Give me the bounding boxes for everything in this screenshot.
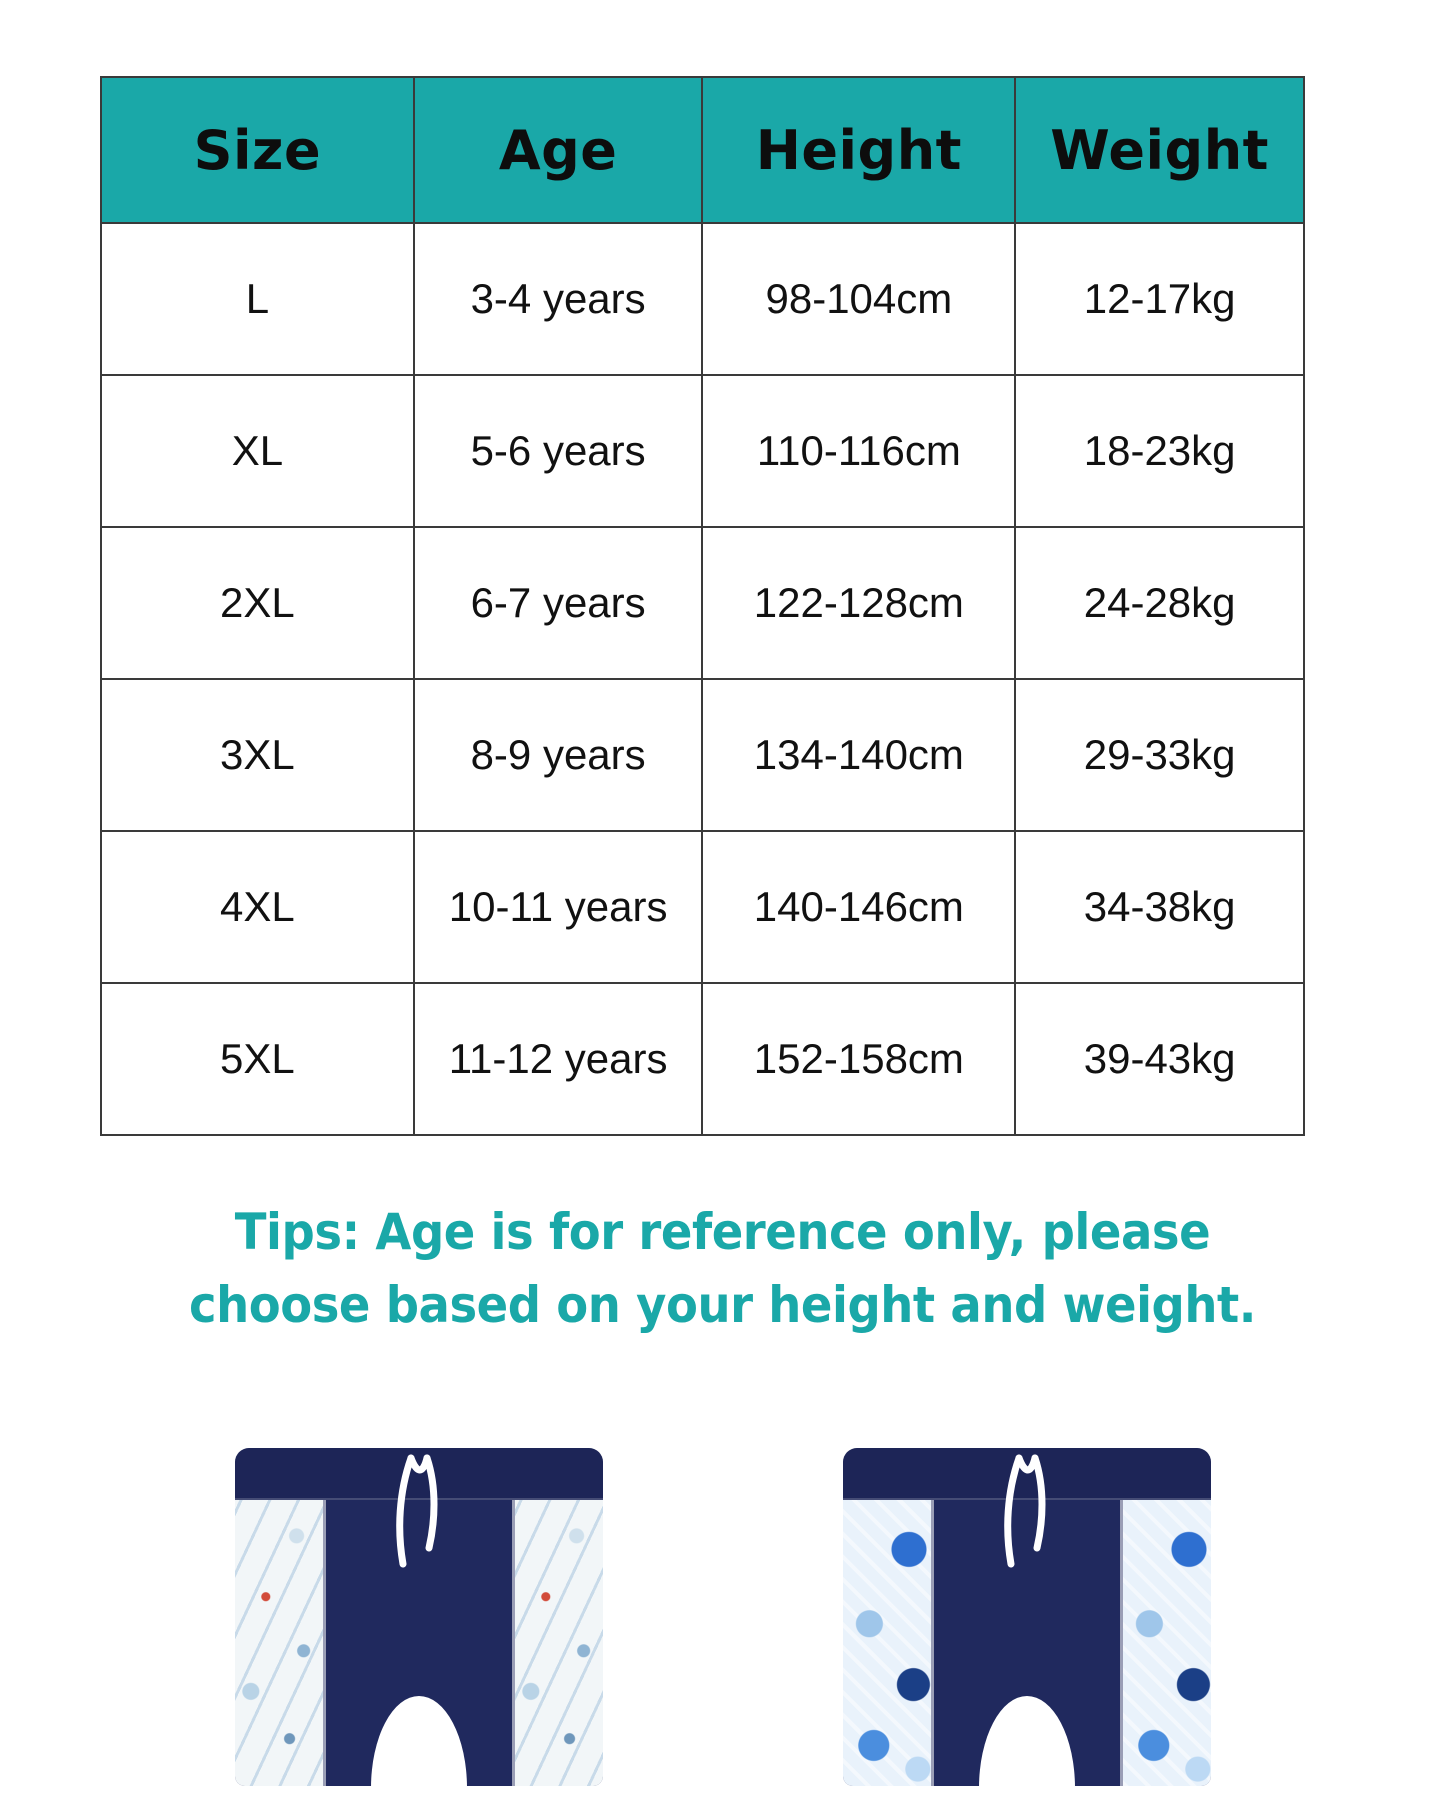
tips-line-2: choose based on your height and weight. [189, 1275, 1256, 1334]
cell-height: 134-140cm [702, 679, 1015, 831]
cell-weight: 39-43kg [1015, 983, 1304, 1135]
table-row [101, 223, 1304, 375]
table-row [101, 831, 1304, 983]
column-header-height: Height [702, 77, 1015, 223]
cell-age: 8-9 years [414, 679, 703, 831]
tips-text [51, 1196, 1395, 1341]
table-row [101, 375, 1304, 527]
size-chart [100, 76, 1305, 1136]
cell-height: 122-128cm [702, 527, 1015, 679]
cell-size: 4XL [101, 831, 414, 983]
shorts-crotch-notch [371, 1696, 467, 1788]
cell-age: 10-11 years [414, 831, 703, 983]
cell-age: 3-4 years [414, 223, 703, 375]
product-images [0, 1418, 1445, 1806]
column-header-weight: Weight [1015, 77, 1304, 223]
product-image-camo [843, 1418, 1211, 1790]
cell-weight: 29-33kg [1015, 679, 1304, 831]
cell-size: 3XL [101, 679, 414, 831]
product-image-nautical [235, 1418, 603, 1790]
tips-line-1: Tips: Age is for reference only, please [234, 1203, 1211, 1261]
cell-age: 6-7 years [414, 527, 703, 679]
table-header-row [101, 77, 1304, 223]
column-header-age: Age [414, 77, 703, 223]
drawstring [359, 1452, 479, 1602]
shorts-crotch-notch [979, 1696, 1075, 1788]
table-row [101, 527, 1304, 679]
cell-height: 140-146cm [702, 831, 1015, 983]
column-header-size: Size [101, 77, 414, 223]
cell-height: 98-104cm [702, 223, 1015, 375]
cell-size: L [101, 223, 414, 375]
table-row [101, 983, 1304, 1135]
cell-weight: 18-23kg [1015, 375, 1304, 527]
cell-age: 11-12 years [414, 983, 703, 1135]
cell-size: 2XL [101, 527, 414, 679]
cell-age: 5-6 years [414, 375, 703, 527]
table-row [101, 679, 1304, 831]
cell-size: 5XL [101, 983, 414, 1135]
cell-height: 152-158cm [702, 983, 1015, 1135]
cell-height: 110-116cm [702, 375, 1015, 527]
drawstring [967, 1452, 1087, 1602]
cell-weight: 34-38kg [1015, 831, 1304, 983]
size-chart-table [100, 76, 1305, 1136]
cell-weight: 12-17kg [1015, 223, 1304, 375]
cell-weight: 24-28kg [1015, 527, 1304, 679]
cell-size: XL [101, 375, 414, 527]
